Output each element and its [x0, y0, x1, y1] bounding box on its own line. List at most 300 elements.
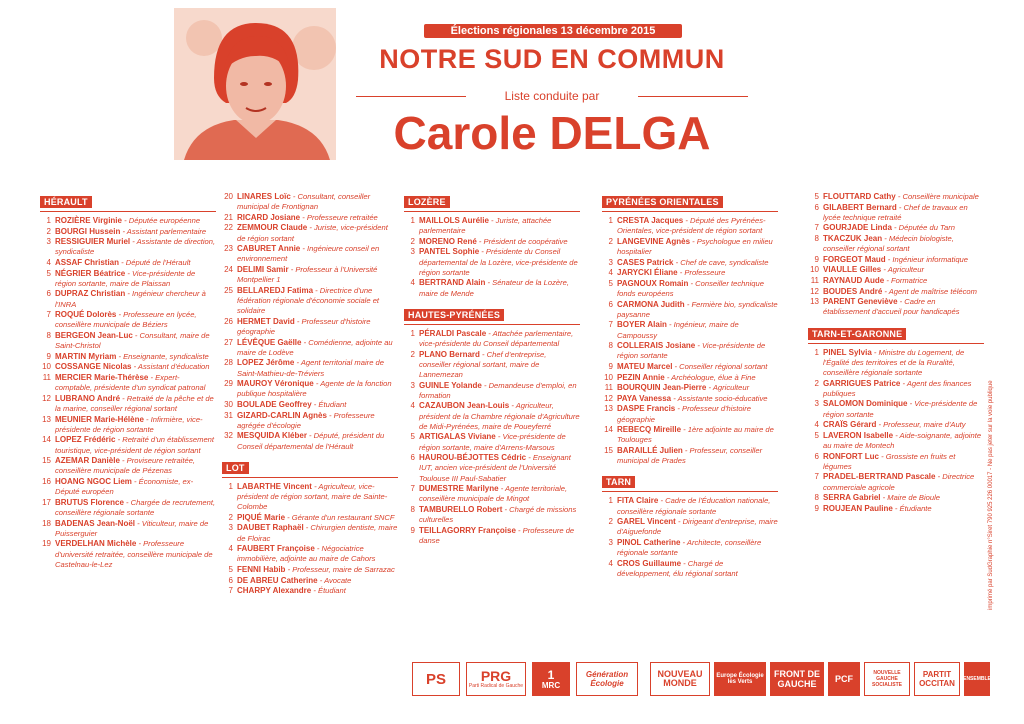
- department-heading: LOZÈRE: [404, 196, 450, 208]
- department-divider: [222, 477, 398, 478]
- candidate-entry: [222, 576, 398, 586]
- candidate-entry: [40, 498, 216, 518]
- candidate-description: - Chargé de développement, élu régional sortant: [617, 558, 738, 578]
- candidate-name: LÉVÊQUE Gaëlle: [237, 337, 302, 347]
- candidate-entry: [222, 586, 398, 596]
- candidate-name: RICARD Josiane: [237, 212, 301, 222]
- candidate-name: HOANG NGOC Liem: [55, 476, 132, 486]
- candidate-entry: [222, 400, 398, 410]
- candidate-entry: [602, 268, 778, 278]
- candidate-rank: 1: [608, 216, 613, 225]
- candidate-name: ASSAF Christian: [55, 257, 120, 267]
- candidate-description: - Enseignante, syndicaliste: [116, 351, 209, 361]
- candidate-rank: 29: [224, 379, 233, 389]
- candidate-name: PEZIN Annie: [617, 372, 665, 382]
- candidate-entry: [808, 472, 984, 492]
- candidate-name: GARRIGUES Patrice: [823, 378, 901, 388]
- candidate-description: - Directrice d'une fédération régionale d'économie sociale et solidaire: [237, 285, 380, 316]
- candidate-rank: 11: [604, 383, 613, 393]
- candidate-name: CROS Guillaume: [617, 558, 682, 568]
- candidate-name: CABURET Annie: [237, 244, 301, 254]
- candidate-description: - Maire de Bioule: [880, 493, 941, 503]
- candidate-description: - Viticulteur, maire de Puisserguier: [55, 518, 209, 538]
- candidate-rank: 15: [604, 445, 613, 455]
- candidate-rank: 7: [814, 223, 819, 233]
- candidate-entry: [404, 432, 580, 452]
- department-divider: [404, 211, 580, 212]
- candidate-entry: [40, 435, 216, 455]
- candidate-rank: 6: [608, 299, 613, 309]
- logo-nouveau-monde: NOUVEAU MONDE: [650, 662, 710, 696]
- column-1: [40, 192, 216, 576]
- candidate-rank: 14: [42, 435, 51, 445]
- candidate-entry: [40, 415, 216, 435]
- candidate-entry: [404, 278, 580, 298]
- candidate-name: FITA Claire: [617, 496, 659, 506]
- candidate-entry: [808, 255, 984, 265]
- candidate-name: FENNI Habib: [237, 564, 286, 574]
- candidate-description: - Assistante de direction, syndicaliste: [55, 237, 216, 257]
- logo-partit-occitan: PARTIT OCCITAN: [914, 662, 960, 696]
- candidate-name: NÉGRIER Béatrice: [55, 268, 126, 278]
- candidate-description: - Agent territorial maire de Saint-Mathieu-de-Tréviers: [237, 358, 384, 378]
- candidate-name: PINEL Sylvia: [823, 347, 872, 357]
- candidate-name: MESQUIDA Kléber: [237, 431, 307, 441]
- candidate-name: LOPEZ Jérôme: [237, 358, 295, 368]
- candidate-rank: 24: [224, 264, 233, 274]
- candidate-rank: 3: [410, 380, 415, 390]
- candidate-rank: 8: [410, 504, 415, 514]
- candidate-description: - Étudiante: [892, 503, 932, 513]
- candidate-entry: [404, 216, 580, 236]
- candidate-rank: 8: [814, 493, 819, 503]
- candidate-name: ROQUÉ Dolorès: [55, 310, 117, 320]
- candidate-entry: [602, 258, 778, 268]
- department-section: [404, 305, 580, 546]
- candidate-name: FORGEOT Maud: [823, 254, 886, 264]
- candidate-description: - Chef de travaux en lycée technique retraité: [823, 202, 968, 222]
- candidate-entry: [40, 237, 216, 257]
- candidate-description: - Député des Pyrénées-Orientales, vice-président de région sortant: [617, 216, 766, 236]
- candidate-name: COSSANGE Nicolas: [55, 362, 132, 372]
- candidate-entry: [404, 401, 580, 432]
- candidate-name: PIQUÉ Marie: [237, 512, 286, 522]
- candidate-description: - Vice-présidente de région sortante: [617, 341, 766, 361]
- logo-generation-ecologie: Génération Écologie: [576, 662, 638, 696]
- department-section: [222, 458, 398, 597]
- candidate-entry: [222, 513, 398, 523]
- candidate-rank: 1: [410, 216, 415, 225]
- candidate-rank: 32: [224, 431, 233, 441]
- candidate-rank: 9: [46, 351, 51, 361]
- candidate-entry: [602, 404, 778, 424]
- candidate-name: ROZIÈRE Virginie: [55, 216, 122, 225]
- candidate-entry: [40, 289, 216, 309]
- candidate-description: - Étudiant: [311, 399, 347, 409]
- candidate-entry: [222, 565, 398, 575]
- candidate-name: FAUBERT Françoise: [237, 544, 315, 554]
- candidate-entry: [808, 192, 984, 202]
- candidate-description: - Agent des finances publiques: [823, 378, 972, 398]
- candidate-name: MARTIN Myriam: [55, 351, 117, 361]
- candidate-description: - Ingénieur informatique: [885, 254, 968, 264]
- candidate-name: FLOUTTARD Cathy: [823, 192, 896, 201]
- candidate-description: - Expert-comptable, présidente d'un syndicat patronal: [55, 372, 206, 393]
- candidate-rank: 5: [228, 564, 233, 574]
- election-date-banner: Élections régionales 13 décembre 2015: [424, 24, 682, 38]
- candidate-entry: [602, 446, 778, 466]
- candidate-description: - Proviseure retraitée, conseillère municipale de Pézenas: [55, 456, 196, 476]
- candidate-rank: 21: [224, 212, 233, 222]
- candidate-description: - Vice-présidente de région sortante, maire d'Arrens-Marsous: [419, 432, 566, 452]
- candidate-name: MERCIER Marie-Thérèse: [55, 372, 149, 382]
- candidate-rank: 1: [814, 347, 819, 357]
- candidate-name: VERDELHAN Michèle: [55, 539, 137, 549]
- candidate-entry: [808, 493, 984, 503]
- candidate-description: - Professeur à l'Université Montpellier 1: [237, 264, 378, 285]
- candidate-entry: [602, 341, 778, 361]
- candidate-rank: 6: [410, 453, 415, 463]
- candidate-description: - Président de coopérative: [476, 236, 568, 246]
- divider-right: [638, 96, 748, 97]
- candidate-description: - Agriculteur, vice-président de région sortant, maire de Sainte-Colombe: [237, 481, 388, 512]
- candidate-description: - 1ère adjointe au maire de Toulouges: [617, 425, 774, 445]
- candidate-description: - Vice-présidente de région sortante: [823, 399, 978, 419]
- candidate-entry: [808, 431, 984, 451]
- candidate-name: PARENT Geneviève: [823, 297, 898, 307]
- candidate-entry: [404, 237, 580, 247]
- candidate-description: - Professeure retraitée: [300, 212, 378, 222]
- candidate-rank: 23: [224, 244, 233, 254]
- candidate-rank: 27: [224, 337, 233, 347]
- department-section: [602, 472, 778, 579]
- department-section: [404, 192, 580, 299]
- department-divider: [808, 343, 984, 344]
- candidate-entry: [602, 559, 778, 579]
- candidate-rank: 2: [608, 517, 613, 527]
- candidate-entry: [40, 216, 216, 226]
- candidate-entry: [404, 484, 580, 504]
- candidate-name: CARMONA Judith: [617, 299, 685, 309]
- candidate-name: BELLAREDJ Fatima: [237, 285, 314, 295]
- candidate-name: PÉRALDI Pascale: [419, 328, 487, 338]
- candidate-entry: [808, 399, 984, 419]
- candidate-description: - Députée du Tarn: [891, 223, 955, 233]
- candidate-name: PINOL Catherine: [617, 537, 681, 547]
- candidate-rank: 2: [608, 236, 613, 246]
- candidate-description: - Cadre de l'Éducation nationale, conseillère régionale sortante: [617, 496, 771, 516]
- candidate-description: - Député, président du Conseil départemental de l'Hérault: [237, 431, 385, 451]
- candidate-description: - Chef d'entreprise, conseiller régional sortant, maire de Lannemezan: [419, 349, 547, 379]
- candidate-entry: [808, 379, 984, 399]
- candidate-entry: [40, 477, 216, 497]
- department-divider: [40, 211, 216, 212]
- candidate-name: DELIMI Samir: [237, 264, 289, 274]
- candidate-name: MATEU Marcel: [617, 361, 673, 371]
- candidate-rank: 8: [814, 233, 819, 243]
- candidate-entry: [40, 269, 216, 289]
- candidate-name: PAYA Vanessa: [617, 393, 672, 403]
- candidate-entry: [40, 310, 216, 330]
- candidate-rank: 2: [410, 349, 415, 359]
- candidate-rank: 11: [810, 275, 819, 285]
- candidate-description: - Professeur, conseiller municipal de Prades: [617, 445, 763, 466]
- candidate-rank: 1: [46, 216, 51, 225]
- candidate-name: GIZARD-CARLIN Agnès: [237, 410, 327, 420]
- candidate-rank: 15: [42, 456, 51, 466]
- candidate-name: DASPE Francis: [617, 404, 676, 414]
- candidate-entry: [40, 331, 216, 351]
- candidate-rank: 4: [410, 278, 415, 288]
- candidate-entry: [222, 317, 398, 337]
- candidate-description: - Professeure agrégée d'écologie: [237, 410, 375, 430]
- candidate-description: - Directrice commerciale agricole: [823, 472, 975, 492]
- candidate-rank: 6: [814, 202, 819, 212]
- candidate-rank: 28: [224, 358, 233, 368]
- candidate-entry: [40, 394, 216, 414]
- candidate-description: - Député de l'Hérault: [119, 257, 191, 267]
- candidate-entry: [222, 431, 398, 451]
- candidate-entry: [808, 297, 984, 317]
- candidate-entry: [404, 350, 580, 381]
- candidate-entry: [40, 352, 216, 362]
- candidate-description: - Aide-soignante, adjointe au maire de Montech: [823, 430, 982, 450]
- candidate-description: - Agent de maîtrise télécom: [882, 286, 977, 296]
- candidate-rank: 13: [810, 297, 819, 307]
- candidate-rank: 3: [608, 537, 613, 547]
- candidate-description: - Ingénieure conseil en environnement: [237, 244, 380, 264]
- candidate-entry: [222, 213, 398, 223]
- candidate-description: - Avocate: [317, 575, 352, 585]
- candidate-name: HAUROU-BÉJOTTES Cédric: [419, 453, 527, 463]
- department-section: [808, 324, 984, 514]
- candidate-rank: 6: [46, 289, 51, 299]
- candidate-entry: [602, 237, 778, 257]
- candidate-name: DUPRAZ Christian: [55, 289, 126, 299]
- candidate-entry: [222, 544, 398, 564]
- candidate-rank: 5: [814, 430, 819, 440]
- candidate-description: - Dirigeant d'entreprise, maire d'Aiguefonde: [617, 517, 778, 537]
- candidate-rank: 13: [42, 414, 51, 424]
- candidate-rank: 4: [410, 401, 415, 411]
- candidate-entry: [404, 329, 580, 349]
- candidate-entry: [808, 234, 984, 254]
- candidate-description: - Formatrice: [884, 275, 928, 285]
- candidate-rank: 4: [814, 420, 819, 430]
- candidate-entry: [808, 452, 984, 472]
- candidate-name: ROUJEAN Pauline: [823, 503, 893, 513]
- candidate-rank: 12: [810, 286, 819, 296]
- candidate-rank: 3: [814, 399, 819, 409]
- candidate-entry: [602, 279, 778, 299]
- candidate-rank: 16: [42, 476, 51, 486]
- candidate-description: - Agriculteur, président de la Chambre régionale d'Agriculture de Midi-Pyrénées, maire de Poueyferré: [419, 401, 580, 431]
- department-section: [40, 192, 216, 570]
- candidate-description: - Conseiller régional sortant: [672, 361, 768, 371]
- candidate-description: - Étudiant: [311, 586, 346, 596]
- candidate-name: LAVERON Isabelle: [823, 430, 894, 440]
- candidate-name: PAGNOUX Romain: [617, 278, 689, 288]
- department-divider: [602, 491, 778, 492]
- candidate-description: - Infirmière, vice-présidente de région sortante: [55, 414, 203, 434]
- candidate-description: - Ministre du Logement, de l'Égalité des territoires et de la Ruralité, conseillère régionale sortante: [823, 347, 965, 377]
- candidate-rank: 3: [608, 257, 613, 267]
- candidate-rank: 2: [814, 378, 819, 388]
- candidate-name: GOURJADE Linda: [823, 223, 892, 233]
- candidate-name: SERRA Gabriel: [823, 493, 881, 503]
- candidate-name: GUINLE Yolande: [419, 380, 482, 390]
- candidate-description: - Demandeuse d'emploi, en formation: [419, 380, 577, 400]
- candidate-rank: 17: [42, 497, 51, 507]
- candidate-name: RESSIGUIER Muriel: [55, 237, 131, 247]
- department-section: [808, 192, 984, 318]
- printer-note: imprimé par SudGraphie n°Siret 790 925 226 00017 - Ne pas jeter sur la voie publique: [988, 380, 994, 610]
- candidate-entry: [602, 373, 778, 383]
- candidate-rank: 11: [42, 372, 51, 382]
- candidate-rank: 4: [608, 268, 613, 278]
- subtitle: Liste conduite par: [504, 89, 600, 103]
- candidate-rank: 9: [814, 254, 819, 264]
- candidate-description: - Professeure: [677, 268, 726, 278]
- candidate-description: - Agriculteur: [706, 383, 750, 393]
- candidate-description: - Professeure en lycée, conseillère municipale de Béziers: [55, 310, 197, 330]
- candidate-description: - Gérante d'un restaurant SNCF: [285, 512, 395, 522]
- logo-prg: PRG Parti Radical de Gauche: [466, 662, 526, 696]
- candidate-rank: 9: [814, 503, 819, 513]
- candidate-description: - Agente territoriale, conseillère municipale de Mingot: [419, 484, 568, 504]
- candidate-description: - Économiste, ex-Député européen: [55, 476, 194, 497]
- candidate-name: LINARES Loïc: [237, 192, 291, 201]
- candidate-name: BOULADE Geoffrey: [237, 399, 312, 409]
- candidate-name: PRADEL-BERTRAND Pascale: [823, 472, 936, 482]
- candidate-name: BRUTUS Florence: [55, 497, 124, 507]
- candidate-name: Carole DELGA: [393, 107, 711, 159]
- candidate-description: - Professeur, maire d'Auty: [876, 420, 966, 430]
- department-heading: TARN: [602, 476, 635, 488]
- candidate-name: PLANO Bernard: [419, 349, 480, 359]
- logo-eelv: Europe Écologie les Verts: [714, 662, 766, 696]
- candidate-entry: [404, 453, 580, 484]
- department-heading: PYRÉNÉES ORIENTALES: [602, 196, 723, 208]
- logo-nouvelle-gauche: NOUVELLE GAUCHE SOCIALISTE: [864, 662, 910, 696]
- candidate-description: - Archéologue, élue à Fine: [664, 372, 756, 382]
- candidate-rank: 22: [224, 223, 233, 233]
- subtitle-row: [356, 89, 748, 103]
- candidate-entry: [602, 517, 778, 537]
- candidate-name: DUMESTRE Marilyne: [419, 484, 499, 494]
- candidate-name: CAZAUBON Jean-Louis: [419, 401, 510, 411]
- candidate-entry: [404, 526, 580, 546]
- candidate-rank: 26: [224, 316, 233, 326]
- candidate-entry: [602, 362, 778, 372]
- candidate-name: BOURQUIN Jean-Pierre: [617, 383, 707, 393]
- candidate-rank: 9: [410, 525, 415, 535]
- candidate-name: MORENO René: [419, 236, 477, 246]
- candidate-description: - Professeur d'histoire géographie: [617, 404, 751, 424]
- department-heading: HÉRAULT: [40, 196, 92, 208]
- candidate-rank: 5: [608, 278, 613, 288]
- candidate-rank: 1: [608, 496, 613, 506]
- candidate-rank: 2: [228, 512, 233, 522]
- candidate-description: - Conseiller technique fonds européens: [617, 278, 764, 298]
- department-section: [222, 192, 398, 452]
- candidate-entry: [404, 247, 580, 278]
- candidate-rank: 10: [42, 362, 51, 372]
- candidate-entry: [808, 504, 984, 514]
- candidate-description: - Chirurgien dentiste, maire de Floirac: [237, 523, 398, 543]
- candidate-name: CHARPY Alexandre: [237, 586, 312, 596]
- logo-mrc: 1 MRC: [532, 662, 570, 696]
- candidate-rank: 3: [46, 237, 51, 247]
- candidate-name: LABARTHE Vincent: [237, 481, 312, 491]
- candidate-rank: 2: [410, 236, 415, 246]
- candidate-name: COLLERAIS Josiane: [617, 341, 696, 351]
- candidate-name: CASES Patrick: [617, 257, 674, 267]
- candidate-name: BADENAS Jean-Noël: [55, 518, 136, 528]
- candidate-description: - Juriste, vice-président de région sortant: [237, 223, 388, 243]
- department-heading: HAUTES-PYRÉNÉES: [404, 309, 504, 321]
- candidate-name: LOPEZ Frédéric: [55, 435, 116, 445]
- candidate-rank: 12: [42, 393, 51, 403]
- candidate-rank: 7: [46, 310, 51, 320]
- candidate-entry: [602, 496, 778, 516]
- candidate-description: - Professeur d'histoire géographie: [237, 316, 371, 336]
- candidate-rank: 5: [814, 192, 819, 201]
- candidate-entry: [808, 223, 984, 233]
- candidate-entry: [40, 258, 216, 268]
- candidate-entry: [808, 420, 984, 430]
- candidate-description: - Attachée parlementaire, vice-présidente du Conseil départemental: [419, 328, 574, 348]
- candidate-rank: 3: [228, 523, 233, 533]
- candidate-rank: 5: [410, 432, 415, 442]
- candidate-description: - Consultant, maire de Saint-Christol: [55, 330, 210, 351]
- candidate-description: - Assistante socio-éducative: [671, 393, 768, 403]
- candidate-entry: [222, 379, 398, 399]
- column-4: [602, 192, 778, 585]
- candidate-name: MAILLOLS Aurélie: [419, 216, 489, 225]
- candidate-photo: [174, 8, 336, 160]
- candidate-name: TEILLAGORRY Françoise: [419, 525, 516, 535]
- candidate-name: GAREL Vincent: [617, 517, 676, 527]
- candidate-description: - Conseillère municipale: [895, 192, 979, 201]
- candidate-entry: [808, 203, 984, 223]
- department-heading: LOT: [222, 462, 249, 474]
- candidate-entry: [222, 523, 398, 543]
- candidate-entry: [222, 411, 398, 431]
- candidate-name: CRESTA Jacques: [617, 216, 684, 225]
- candidate-entry: [808, 287, 984, 297]
- candidate-name: BOYER Alain: [617, 320, 667, 330]
- candidate-description: - Comédienne, adjointe au maire de Lodève: [237, 337, 393, 357]
- candidate-name: TKACZUK Jean: [823, 233, 883, 243]
- candidate-description: - Présidente du Conseil départemental de la Lozère, vice-présidente de région sortante: [419, 247, 578, 277]
- candidate-entry: [602, 425, 778, 445]
- candidate-name: RAYNAUD Aude: [823, 275, 885, 285]
- candidate-description: - Négociatrice immobilière, adjointe au maire de Cahors: [237, 544, 376, 564]
- candidate-entry: [40, 227, 216, 237]
- candidate-rank: 13: [604, 404, 613, 414]
- candidate-name: RONFORT Luc: [823, 451, 879, 461]
- candidate-rank: 3: [410, 247, 415, 257]
- candidate-entry: [222, 265, 398, 285]
- candidate-entry: [404, 381, 580, 401]
- candidate-entry: [602, 538, 778, 558]
- candidate-rank: 31: [224, 410, 233, 420]
- candidate-description: - Retraité d'un établissement touristique, vice-président de région sortant: [55, 435, 214, 455]
- candidate-description: - Assistant parlementaire: [120, 226, 207, 236]
- candidate-name: LANGEVINE Agnès: [617, 236, 691, 246]
- candidate-name: BERTRAND Alain: [419, 278, 486, 288]
